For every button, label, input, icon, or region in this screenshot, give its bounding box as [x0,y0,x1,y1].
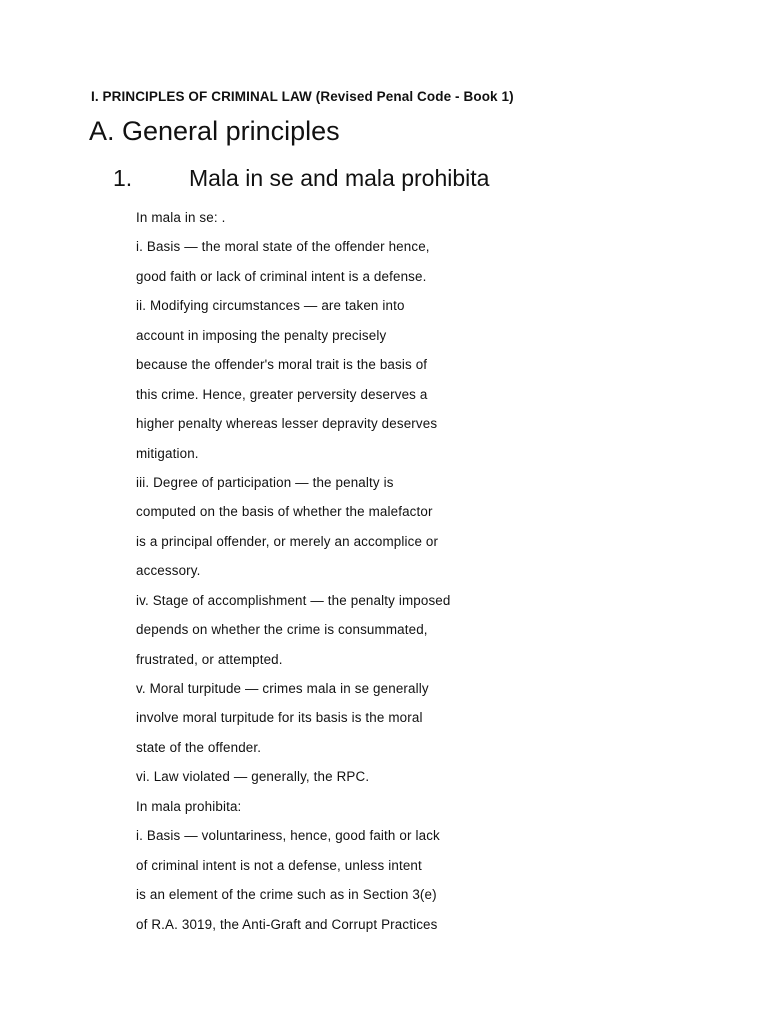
body-text [136,209,451,945]
body-line: In mala prohibita: [136,798,242,814]
body-line: is an element of the crime such as in Section 3(e) [136,887,437,903]
body-line: of criminal intent is not a defense, unless intent [136,857,422,873]
body-line: because the offender's moral trait is the basis of [136,357,428,373]
body-line: accessory. [136,563,201,579]
heading-text: Mala in se and mala prohibita [189,165,490,191]
body-line: i. Basis — voluntariness, hence, good faith or lack [136,828,440,844]
body-line: this crime. Hence, greater perversity deserves a [136,386,428,402]
body-line: depends on whether the crime is consummated, [136,622,428,638]
body-line: involve moral turpitude for its basis is the moral [136,710,423,726]
heading-mala-in-se [113,166,489,191]
body-line: frustrated, or attempted. [136,651,283,667]
body-line: iv. Stage of accomplishment — the penalty imposed [136,592,451,608]
body-line: higher penalty whereas lesser depravity deserves [136,416,438,432]
body-line: iii. Degree of participation — the penalty is [136,474,394,490]
body-line: vi. Law violated — generally, the RPC. [136,769,370,785]
body-line: state of the offender. [136,739,262,755]
body-line: In mala in se: . [136,210,226,225]
body-line: good faith or lack of criminal intent is a defense. [136,268,427,284]
body-line: computed on the basis of whether the malefactor [136,504,433,520]
heading-number: 1. [113,165,133,191]
body-line: account in imposing the penalty precisely [136,327,387,343]
body-line: ii. Modifying circumstances — are taken into [136,298,405,314]
heading-general-principles: A. General principles [89,116,340,146]
body-line: v. Moral turpitude — crimes mala in se generally [136,681,429,696]
body-line: mitigation. [136,445,199,461]
body-line: is a principal offender, or merely an accomplice or [136,533,439,549]
body-line: i. Basis — the moral state of the offender hence, [136,239,430,255]
body-line: of R.A. 3019, the Anti-Graft and Corrupt Practices [136,916,438,932]
section-title: I. PRINCIPLES OF CRIMINAL LAW (Revised Penal Code - Book 1) [91,89,514,104]
